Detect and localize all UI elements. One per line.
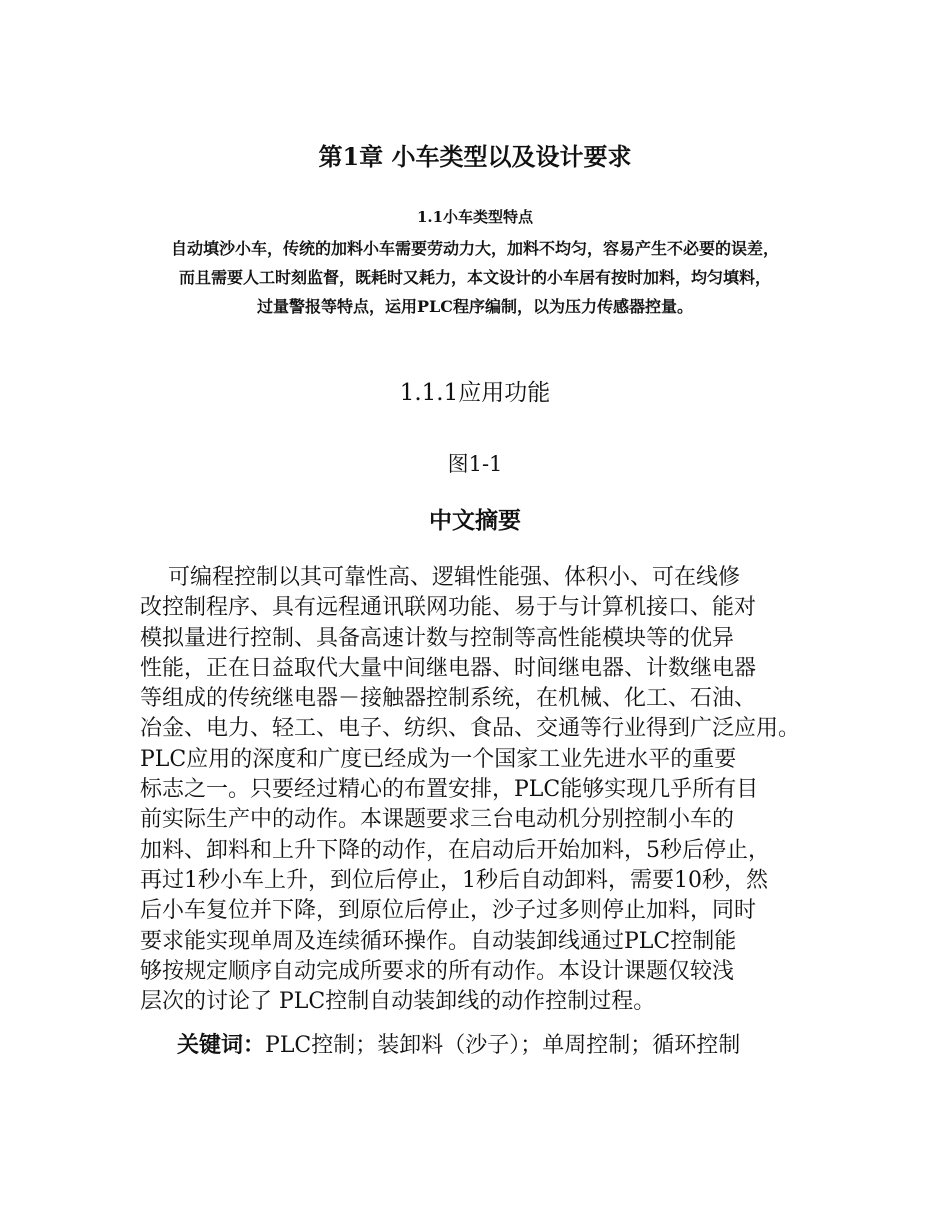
chapter-title: 第1章 小车类型以及设计要求: [318, 142, 632, 171]
abstract-line: 层次的讨论了 PLC控制自动装卸线的动作控制过程。: [140, 989, 656, 1015]
keywords-label: 关键词：: [177, 1032, 266, 1058]
abstract-line: 改控制程序、具有远程通讯联网功能、易于与计算机接口、能对: [140, 595, 757, 621]
abstract-line: 等组成的传统继电器－接触器控制系统，在机械、化工、石油、: [140, 686, 757, 712]
abstract-line: 冶金、电力、轻工、电子、纺织、食品、交通等行业得到广泛应用。: [140, 716, 801, 742]
abstract-line: 标志之一。只要经过精心的布置安排，PLC能够实现几乎所有目: [140, 777, 759, 803]
abstract-line: 前实际生产中的动作。本课题要求三台电动机分别控制小车的: [140, 807, 735, 833]
intro-line: 自动填沙小车，传统的加料小车需要劳动力大，加料不均匀，容易产生不必要的误差，: [170, 239, 779, 258]
abstract-line: 够按规定顺序自动完成所要求的所有动作。本设计课题仅较浅: [140, 958, 735, 984]
keywords-text: PLC控制；装卸料（沙子）；单周控制；循环控制: [265, 1033, 741, 1058]
abstract-line: 后小车复位并下降，到原位后停止，沙子过多则停止加料，同时: [140, 898, 757, 924]
abstract-line: PLC应用的深度和广度已经成为一个国家工业先进水平的重要: [140, 746, 737, 772]
abstract-line: 可编程控制以其可靠性高、逻辑性能强、体积小、可在线修: [140, 565, 740, 590]
intro-line: 过量警报等特点，运用PLC程序编制，以为压力传感器控量。: [256, 297, 694, 316]
intro-line: 而且需要人工时刻监督，既耗时又耗力，本文设计的小车居有按时加料，均匀填料，: [178, 268, 771, 287]
subsection-title: 1.1.1应用功能: [399, 380, 551, 406]
figure-caption: 图1-1: [447, 452, 503, 476]
abstract-line: 性能，正在日益取代大量中间继电器、时间继电器、计数继电器: [140, 655, 757, 681]
abstract-line: 模拟量进行控制、具备高速计数与控制等高性能模块等的优异: [140, 625, 735, 651]
section-title: 1.1小车类型特点: [416, 208, 534, 226]
section-intro: [120, 234, 830, 321]
abstract-line: 再过1秒小车上升，到位后停止，1秒后自动卸料，需要10秒，然: [140, 867, 768, 893]
abstract-line: 加料、卸料和上升下降的动作，在启动后开始加料，5秒后停止，: [140, 837, 770, 863]
keywords-line: [140, 1030, 840, 1061]
abstract-line: 要求能实现单周及连续循环操作。自动装卸线通过PLC控制能: [140, 928, 737, 954]
abstract-title: 中文摘要: [429, 507, 521, 534]
abstract-body: [140, 563, 840, 1017]
